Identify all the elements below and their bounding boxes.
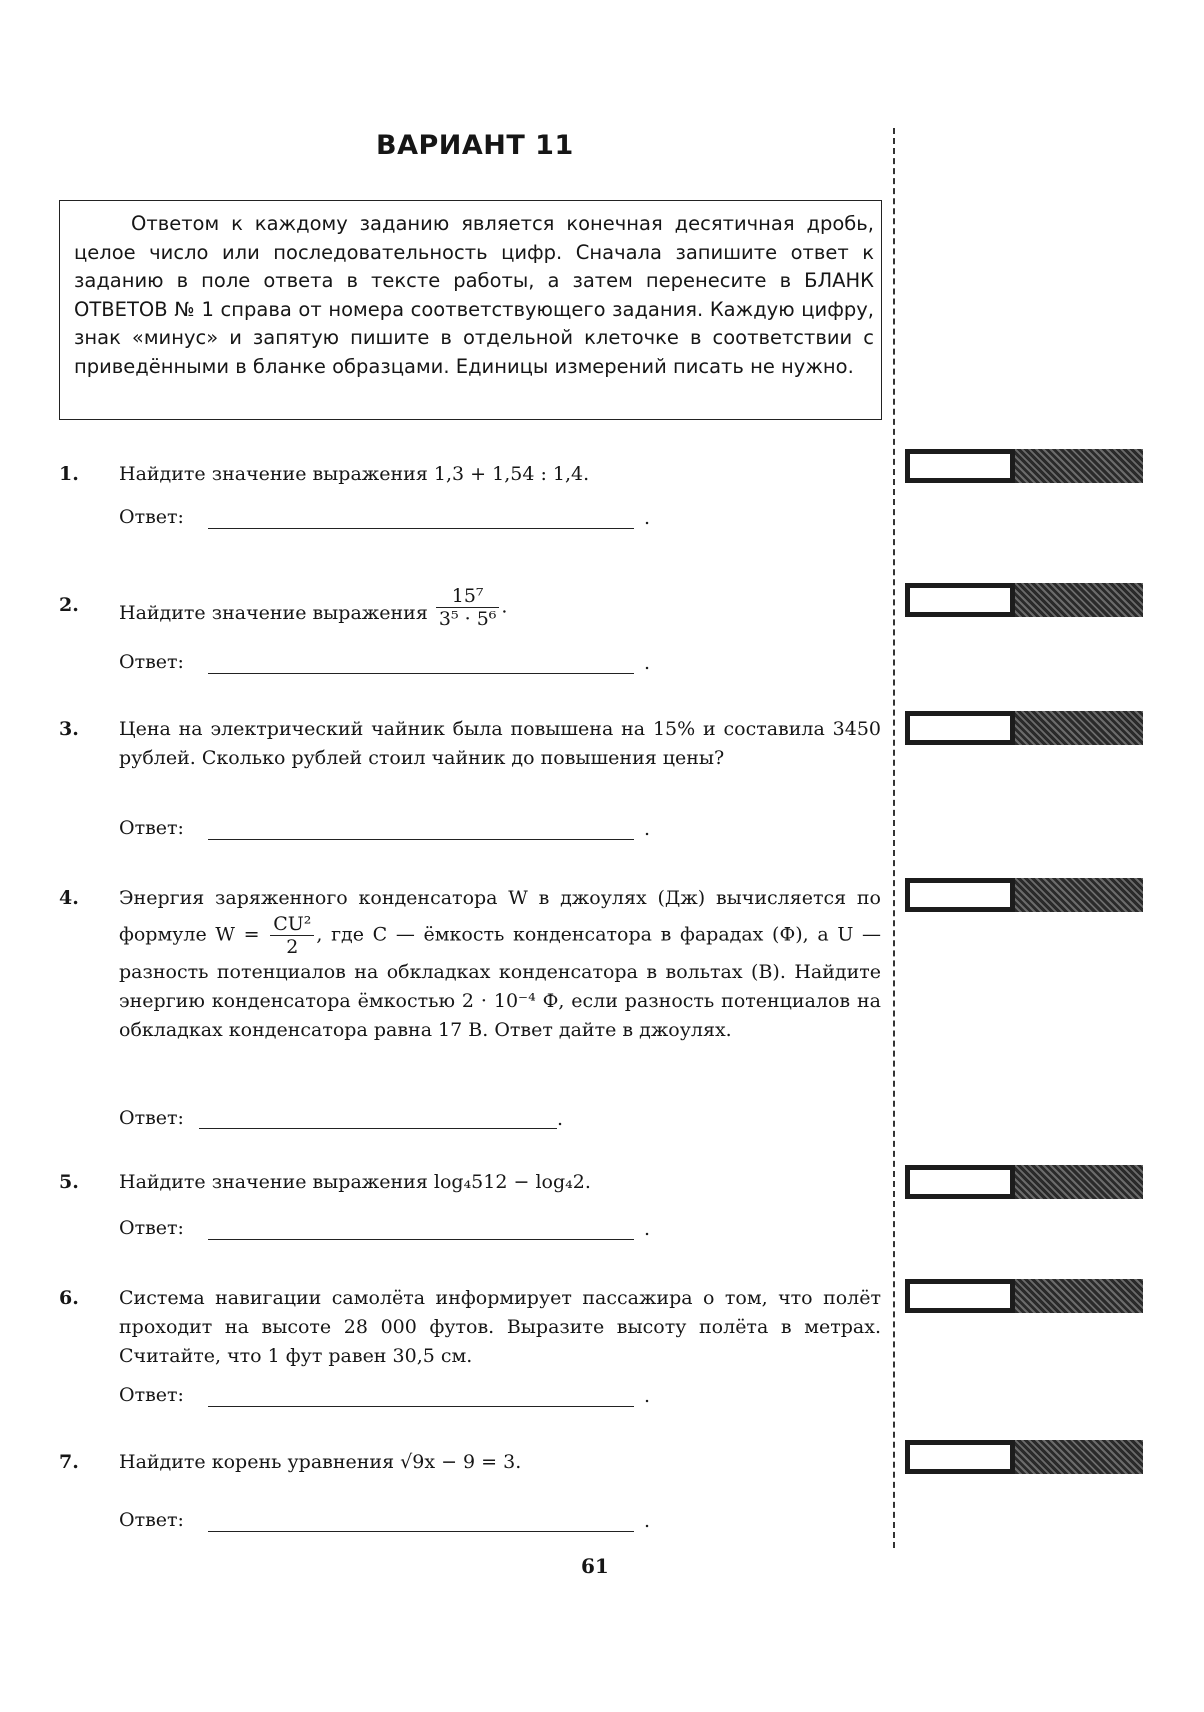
answer-label: Ответ: [119,506,184,528]
answer-period: . [644,818,651,840]
answer-field[interactable] [208,1531,634,1532]
answer-label: Ответ: [119,651,184,673]
task-text: Найдите корень уравнения √9x − 9 = 3. [119,1451,522,1473]
answer-cell-5 [905,1165,1143,1199]
answer-field[interactable] [208,528,634,529]
task-text: Найдите значение выражения log₄512 − log₄2. [119,1171,591,1193]
answer-cell-7 [905,1440,1143,1474]
answer-period: . [644,1385,651,1407]
answer-field[interactable] [208,673,634,674]
task-text: Система навигации самолёта информирует пассажира о том, что полёт проходит на высоте 28 000 футов. Выразите высоту полёта в метрах. Считайте, что 1 фут равен 30,5 см. [119,1287,881,1367]
answer-label: Ответ: [119,1217,184,1239]
task-number: 5. [59,1171,79,1193]
answer-label: Ответ: [119,1384,184,1406]
answer-field[interactable] [208,1239,634,1240]
answer-field[interactable] [208,1406,634,1407]
answer-cell-3 [905,711,1143,745]
answer-field[interactable] [199,1128,557,1129]
task-number: 3. [59,718,79,740]
task-text: Найдите значение выражения $\frac{\text{15⁷}}{\text{3⁵ · 5⁶}}$ . [119,585,508,630]
math-expression: √9x − 9 = 3 [400,1451,516,1473]
page-number: 61 [581,1554,609,1578]
answer-period: . [644,652,651,674]
instructions-text: Ответом к каждому заданию является конечная десятичная дробь, целое число или последовательность цифр. Сначала запишите ответ к заданию в поле ответа в тексте работы, а затем перенесите в БЛАНК ОТВЕТОВ № 1 справа от номера соответствующего задания. Каждую цифру, знак «минус» и запятую пишите в отдельной клеточке в соответствии с приведёнными в бланке образцами. Единицы измерений писать не нужно. [74,212,874,378]
variant-title: ВАРИАНТ 11 [376,130,574,161]
answer-field[interactable] [208,839,634,840]
math-fraction: $\frac{\text{CU²}}{2}$ [270,913,314,958]
answer-label: Ответ: [119,817,184,839]
math-expression: 1,3 + 1,54 : 1,4 [433,463,584,485]
task-text: Энергия заряженного конденсатора W в джоулях (Дж) вычисляется по формуле W = $\frac{\text{CU²}}{2}$ , где C — ёмкость конденсатора в фарадах (Ф), а U — разность потенциалов на обкладках конденсатора в вольтах (В). Найдите энергию конденсатора ёмкостью 2 · 10⁻⁴ Ф, если разность потенциалов на обкладках конденсатора равна 17 В. Ответ дайте в джоулях. [119,887,882,1041]
answer-cell-1 [905,449,1143,483]
answer-cell-4 [905,878,1143,912]
math-expression: log₄512 − log₄2 [433,1171,585,1193]
answer-period: . [644,507,651,529]
answer-period: . [557,1108,564,1130]
task-text: Найдите значение выражения 1,3 + 1,54 : 1,4. [119,463,590,485]
answer-label: Ответ: [119,1107,184,1129]
task-number: 6. [59,1287,79,1309]
answer-period: . [644,1218,651,1240]
task-number: 2. [59,594,79,616]
task-number: 4. [59,887,79,909]
task-text: Цена на электрический чайник была повышена на 15% и составила 3450 рублей. Сколько рублей стоил чайник до повышения цены? [119,718,881,769]
answer-period: . [644,1510,651,1532]
math-fraction: $\frac{\text{15⁷}}{\text{3⁵ · 5⁶}}$ [436,585,500,630]
cut-line [893,128,895,1548]
task-number: 7. [59,1451,79,1473]
answer-cell-6 [905,1279,1143,1313]
task-number: 1. [59,463,79,485]
formula-lhs: W = [215,923,260,946]
answer-cell-2 [905,583,1143,617]
answer-label: Ответ: [119,1509,184,1531]
